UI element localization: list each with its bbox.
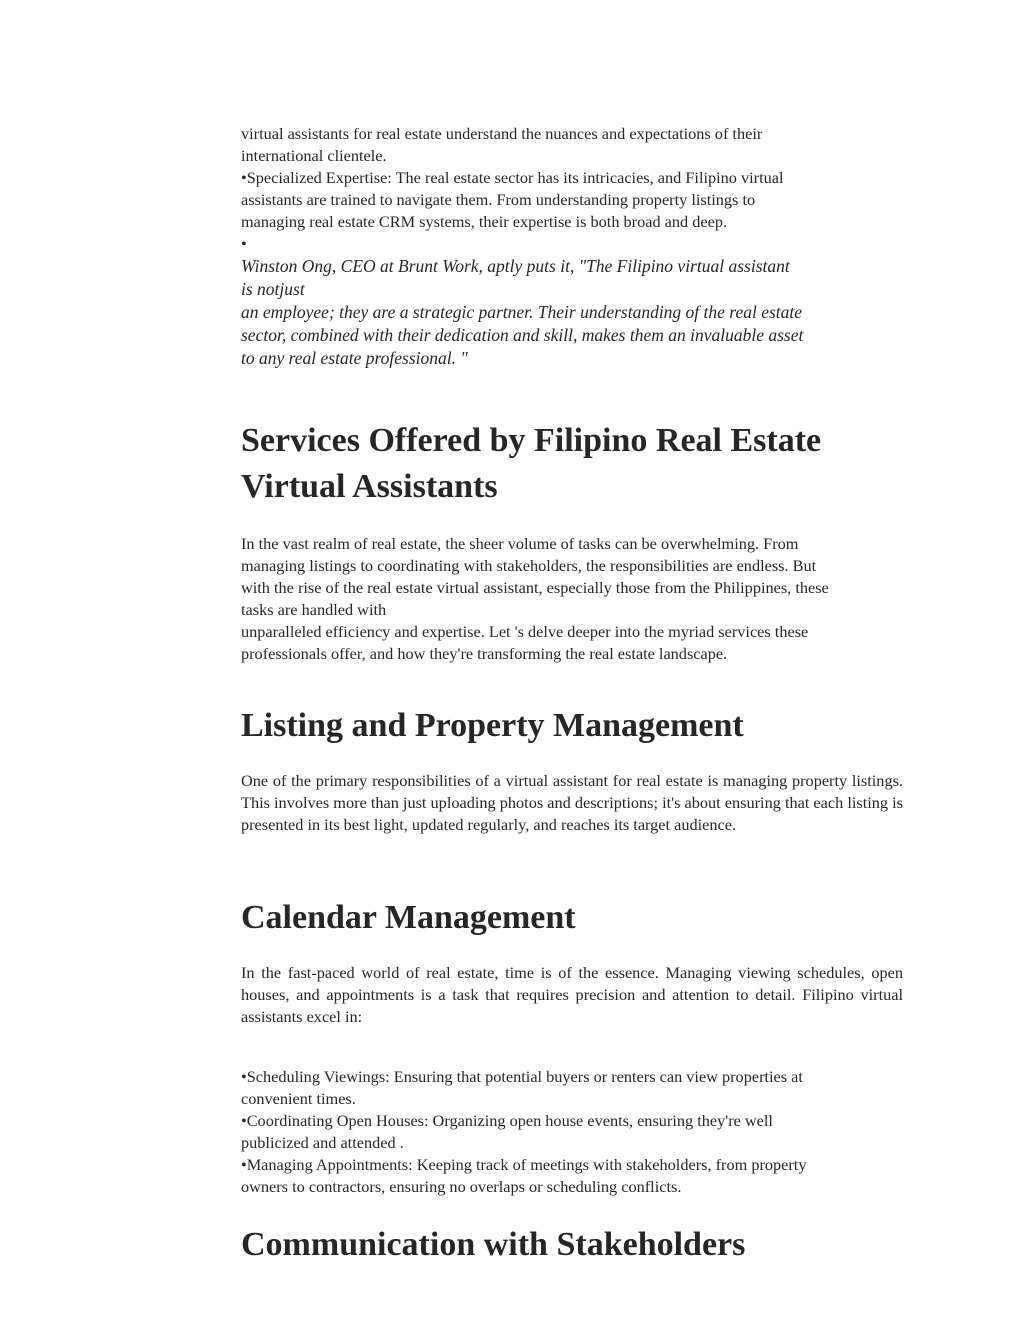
listing-paragraph-block bbox=[241, 770, 903, 836]
quote-line: sector, combined with their dedication and skill, makes them an invaluable asset bbox=[241, 325, 804, 345]
intro-line: assistants are trained to navigate them. From understanding property listings to bbox=[241, 190, 756, 209]
services-line: with the rise of the real estate virtual assistant, especially those from the Philippines, these bbox=[241, 578, 829, 597]
services-line: unparalleled efficiency and expertise. Let 's delve deeper into the myriad services these bbox=[241, 622, 809, 641]
quote-line: an employee; they are a strategic partner. Their understanding of the real estate bbox=[241, 302, 803, 322]
calendar-section bbox=[241, 895, 903, 941]
communication-heading: Communication with Stakeholders bbox=[241, 1226, 746, 1263]
quote-line: Winston Ong, CEO at Brunt Work, aptly puts it, "The Filipino virtual assistant bbox=[241, 256, 790, 276]
services-line: In the vast realm of real estate, the sheer volume of tasks can be overwhelming. From bbox=[241, 534, 799, 553]
list-item: owners to contractors, ensuring no overlaps or scheduling conflicts. bbox=[241, 1177, 682, 1196]
services-heading-line: Virtual Assistants bbox=[241, 468, 498, 505]
listing-paragraph: One of the primary responsibilities of a virtual assistant for real estate is managing property listings. This involves more than just uploading photos and descriptions; it's about ensuring that each listing is presented in its best light, updated regularly, and reaches its target audience. bbox=[241, 771, 903, 834]
intro-line: •Specialized Expertise: The real estate sector has its intricacies, and Filipino virtual bbox=[241, 168, 784, 187]
intro-bullet: • bbox=[241, 234, 247, 253]
communication-section bbox=[241, 1222, 903, 1268]
list-item: •Scheduling Viewings: Ensuring that potential buyers or renters can view properties at bbox=[241, 1067, 803, 1086]
list-item: •Managing Appointments: Keeping track of meetings with stakeholders, from property bbox=[241, 1155, 807, 1174]
services-heading-line: Services Offered by Filipino Real Estate bbox=[241, 422, 822, 459]
quote-line: is notjust bbox=[241, 279, 305, 299]
calendar-paragraph: In the fast-paced world of real estate, time is of the essence. Managing viewing schedules, open houses, and appointments is a task that requires precision and attention to detail. Filipino virtual assistants excel in: bbox=[241, 963, 903, 1026]
intro-line: virtual assistants for real estate understand the nuances and expectations of their bbox=[241, 124, 763, 143]
services-line: managing listings to coordinating with stakeholders, the responsibilities are endless. But bbox=[241, 556, 817, 575]
list-item: publicized and attended . bbox=[241, 1133, 404, 1152]
intro-line: international clientele. bbox=[241, 146, 387, 165]
services-heading bbox=[241, 418, 903, 510]
listing-heading: Listing and Property Management bbox=[241, 707, 744, 744]
services-line: professionals offer, and how they're transforming the real estate landscape. bbox=[241, 644, 728, 663]
intro-line: managing real estate CRM systems, their expertise is both broad and deep. bbox=[241, 212, 728, 231]
calendar-bullets bbox=[241, 1066, 903, 1198]
listing-section bbox=[241, 703, 903, 749]
quote-line: to any real estate professional. " bbox=[241, 348, 468, 368]
services-paragraph bbox=[241, 533, 903, 665]
services-line: tasks are handled with bbox=[241, 600, 387, 619]
list-item: convenient times. bbox=[241, 1089, 356, 1108]
calendar-heading: Calendar Management bbox=[241, 899, 576, 936]
list-item: •Coordinating Open Houses: Organizing open house events, ensuring they're well bbox=[241, 1111, 773, 1130]
calendar-paragraph-block bbox=[241, 962, 903, 1028]
intro-block bbox=[241, 123, 903, 255]
quote-block bbox=[241, 255, 903, 370]
services-section bbox=[241, 418, 903, 510]
